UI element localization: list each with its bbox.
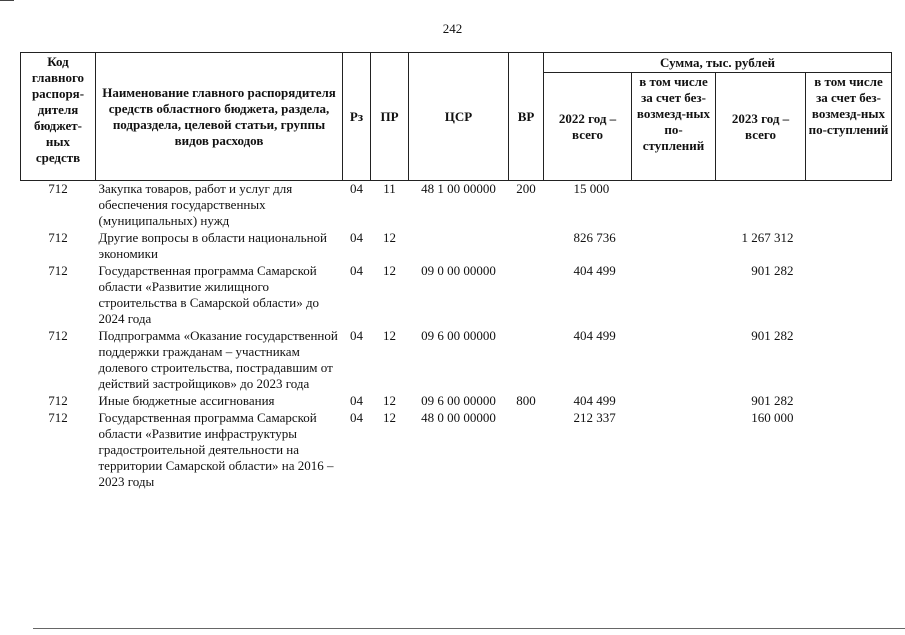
cell-pr: 12 xyxy=(383,410,396,425)
header-2022-total: 2022 год – всего xyxy=(544,73,632,181)
cell-sum-2022-free xyxy=(632,393,716,410)
cell-pr: 12 xyxy=(383,263,396,278)
cell-rz: 04 xyxy=(350,181,363,196)
cell-sum-2022-free xyxy=(632,181,716,231)
cell-sum-2023-free xyxy=(806,181,892,231)
table-row xyxy=(21,328,892,393)
cell-name: Закупка товаров, работ и услуг для обеспечения государственных (муниципальных) нужд xyxy=(98,181,293,228)
cell-rz: 04 xyxy=(350,263,363,278)
cell-pr: 11 xyxy=(383,181,396,196)
cell-vr xyxy=(509,410,544,491)
header-sum: Сумма, тыс. рублей xyxy=(544,53,892,73)
cell-code: 712 xyxy=(48,263,68,278)
cell-sum-2023-free xyxy=(806,410,892,491)
cell-sum-2023: 1 267 312 xyxy=(741,230,794,245)
header-vr: ВР xyxy=(509,53,544,181)
cell-sum-2022: 404 499 xyxy=(573,263,616,278)
cell-sum-2022-free xyxy=(632,263,716,328)
bottom-rule xyxy=(33,628,905,629)
cell-code: 712 xyxy=(48,181,68,196)
cell-name: Другие вопросы в области национальной экономики xyxy=(98,230,327,261)
cell-csr: 09 0 00 00000 xyxy=(421,263,496,278)
cell-rz: 04 xyxy=(350,393,363,408)
cell-name: Государственная программа Самарской области «Развитие жилищного строительства в Самарской области» до 2024 года xyxy=(98,263,320,326)
cell-sum-2022: 404 499 xyxy=(573,393,616,408)
cell-sum-2022-free xyxy=(632,230,716,263)
cell-sum-2023-free xyxy=(806,393,892,410)
cell-name: Государственная программа Самарской области «Развитие инфраструктуры градостроительной деятельности на территории Самарской области» на 2016 – 2023 годы xyxy=(98,410,334,489)
cell-sum-2023 xyxy=(716,181,806,231)
cell-csr: 09 6 00 00000 xyxy=(421,328,496,343)
cell-sum-2023: 160 000 xyxy=(751,410,794,425)
table-row xyxy=(21,230,892,263)
scan-corner-mark xyxy=(0,0,14,5)
cell-code: 712 xyxy=(48,328,68,343)
cell-rz: 04 xyxy=(350,410,363,425)
cell-vr xyxy=(509,328,544,393)
cell-vr xyxy=(509,263,544,328)
header-code: Код главного распоря-дителя бюджет-ных средств xyxy=(21,53,96,181)
header-pr: ПР xyxy=(371,53,409,181)
table-row xyxy=(21,181,892,231)
budget-table xyxy=(20,52,892,491)
table-body xyxy=(21,181,892,492)
cell-code: 712 xyxy=(48,410,68,425)
cell-sum-2022-free xyxy=(632,328,716,393)
cell-vr: 200 xyxy=(516,181,536,196)
cell-sum-2022-free xyxy=(632,410,716,491)
cell-name: Подпрограмма «Оказание государственной поддержки гражданам – участникам долевого строительства, пострадавшим от действий застройщиков» до 2023 года xyxy=(98,328,338,391)
cell-sum-2023: 901 282 xyxy=(751,393,794,408)
cell-sum-2022: 15 000 xyxy=(573,181,610,196)
cell-sum-2023-free xyxy=(806,263,892,328)
cell-pr: 12 xyxy=(383,328,396,343)
cell-pr: 12 xyxy=(383,230,396,245)
table-row xyxy=(21,393,892,410)
header-2023-total: 2023 год – всего xyxy=(716,73,806,181)
page-number: 242 xyxy=(442,21,463,36)
cell-sum-2023-free xyxy=(806,328,892,393)
table-row xyxy=(21,410,892,491)
cell-code: 712 xyxy=(48,230,68,245)
header-csr: ЦСР xyxy=(409,53,509,181)
cell-vr: 800 xyxy=(516,393,536,408)
cell-pr: 12 xyxy=(383,393,396,408)
cell-rz: 04 xyxy=(350,328,363,343)
cell-sum-2023-free xyxy=(806,230,892,263)
cell-csr: 48 0 00 00000 xyxy=(421,410,496,425)
header-name: Наименование главного распорядителя средств областного бюджета, раздела, подраздела, целевой статьи, группы видов расходов xyxy=(96,53,343,181)
cell-csr xyxy=(409,230,509,263)
cell-sum-2023: 901 282 xyxy=(751,328,794,343)
cell-code: 712 xyxy=(48,393,68,408)
header-rz: Рз xyxy=(343,53,371,181)
table-row xyxy=(21,263,892,328)
header-2023-free: в том числе за счет без-возмезд-ных по-ступлений xyxy=(806,73,892,181)
cell-sum-2022: 826 736 xyxy=(573,230,616,245)
cell-csr: 48 1 00 00000 xyxy=(421,181,496,196)
cell-sum-2022: 404 499 xyxy=(573,328,616,343)
cell-vr xyxy=(509,230,544,263)
cell-name: Иные бюджетные ассигнования xyxy=(98,393,275,408)
cell-csr: 09 6 00 00000 xyxy=(421,393,496,408)
header-2022-free: в том числе за счет без-возмезд-ных по-ступлений xyxy=(632,73,716,181)
cell-sum-2022: 212 337 xyxy=(573,410,616,425)
header-row-top xyxy=(21,53,892,73)
cell-rz: 04 xyxy=(350,230,363,245)
cell-sum-2023: 901 282 xyxy=(751,263,794,278)
